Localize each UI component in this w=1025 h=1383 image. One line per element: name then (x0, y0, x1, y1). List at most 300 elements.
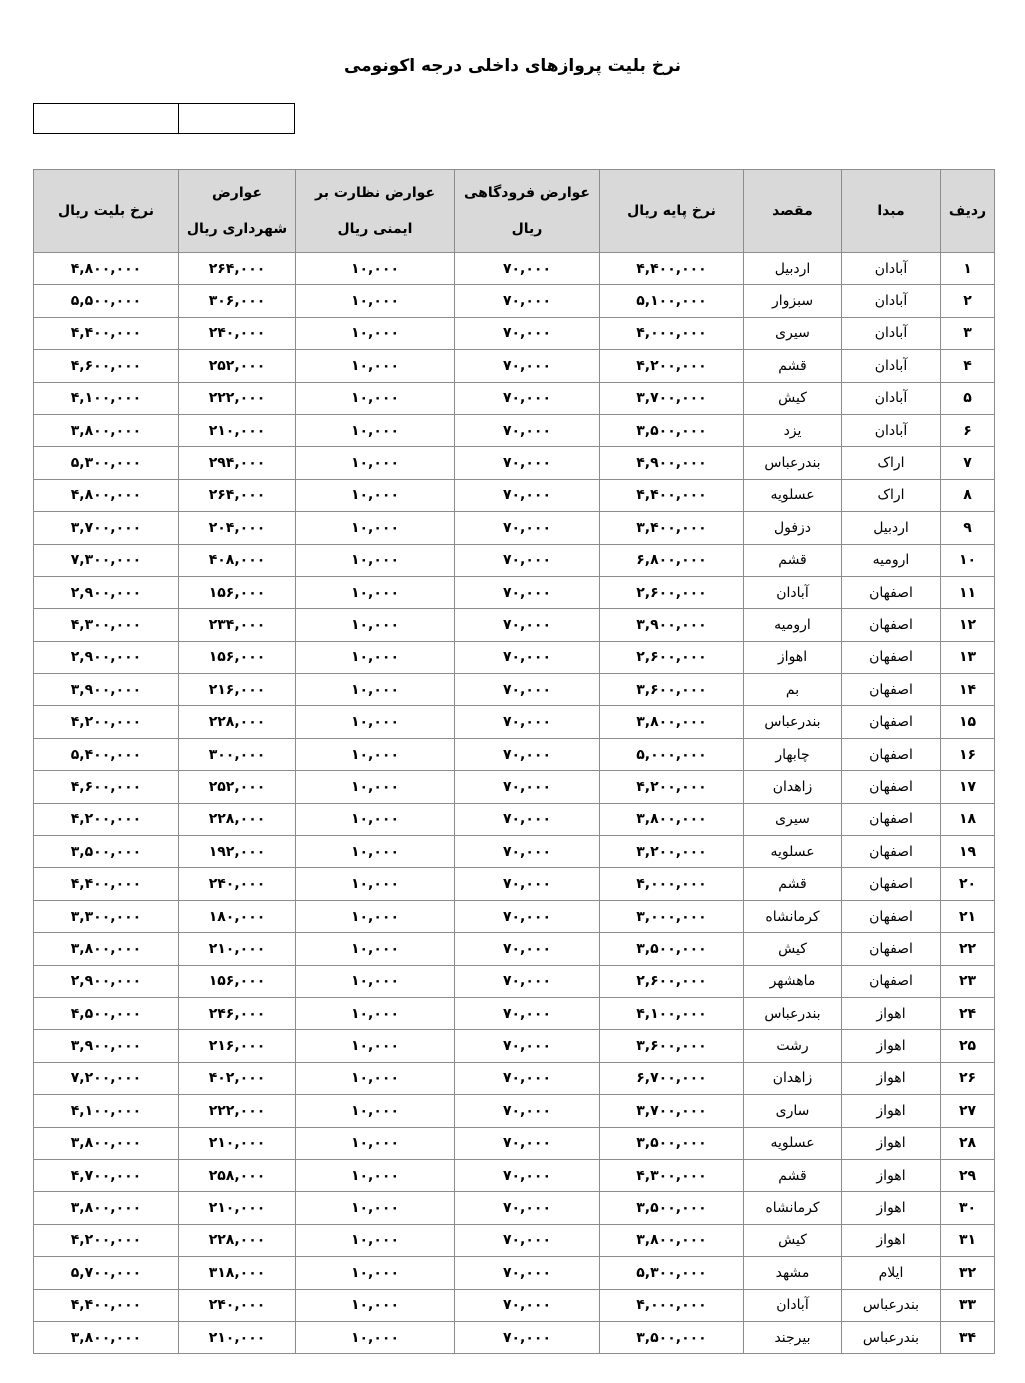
cell-base-fare: ۳,۶۰۰,۰۰۰ (600, 674, 744, 706)
cell-row-number: ۲۳ (941, 965, 995, 997)
cell-destination: کیش (744, 933, 842, 965)
cell-ticket-fare: ۷,۲۰۰,۰۰۰ (34, 1062, 179, 1094)
cell-ticket-fare: ۴,۲۰۰,۰۰۰ (34, 803, 179, 835)
table-row (34, 933, 995, 965)
cell-airport-fee: ۷۰,۰۰۰ (455, 350, 600, 382)
cell-airport-fee: ۷۰,۰۰۰ (455, 803, 600, 835)
empty-box-cell-left (34, 104, 179, 133)
cell-origin: اهواز (842, 1127, 941, 1159)
cell-row-number: ۷ (941, 447, 995, 479)
cell-destination: کرمانشاه (744, 1192, 842, 1224)
cell-safety-fee: ۱۰,۰۰۰ (296, 1289, 455, 1321)
cell-safety-fee: ۱۰,۰۰۰ (296, 933, 455, 965)
cell-origin: اصفهان (842, 674, 941, 706)
cell-ticket-fare: ۴,۳۰۰,۰۰۰ (34, 609, 179, 641)
cell-safety-fee: ۱۰,۰۰۰ (296, 317, 455, 349)
cell-base-fare: ۴,۳۰۰,۰۰۰ (600, 1159, 744, 1191)
header-base-fare: نرخ پایه ریال (600, 170, 744, 253)
cell-airport-fee: ۷۰,۰۰۰ (455, 1127, 600, 1159)
cell-row-number: ۲۷ (941, 1095, 995, 1127)
cell-airport-fee: ۷۰,۰۰۰ (455, 706, 600, 738)
cell-base-fare: ۳,۸۰۰,۰۰۰ (600, 1224, 744, 1256)
cell-row-number: ۴ (941, 350, 995, 382)
cell-base-fare: ۵,۰۰۰,۰۰۰ (600, 738, 744, 770)
cell-origin: اهواز (842, 1095, 941, 1127)
table-row (34, 997, 995, 1029)
cell-destination: اردبیل (744, 253, 842, 285)
header-ticket-fare: نرخ بلیت ریال (34, 170, 179, 253)
cell-origin: اراک (842, 479, 941, 511)
cell-origin: اصفهان (842, 576, 941, 608)
cell-ticket-fare: ۳,۸۰۰,۰۰۰ (34, 1127, 179, 1159)
header-safety-fee: عوارض نظارت بر ایمنی ریال (296, 170, 455, 253)
cell-ticket-fare: ۴,۴۰۰,۰۰۰ (34, 1289, 179, 1321)
cell-airport-fee: ۷۰,۰۰۰ (455, 544, 600, 576)
cell-safety-fee: ۱۰,۰۰۰ (296, 771, 455, 803)
cell-ticket-fare: ۷,۳۰۰,۰۰۰ (34, 544, 179, 576)
cell-airport-fee: ۷۰,۰۰۰ (455, 285, 600, 317)
cell-safety-fee: ۱۰,۰۰۰ (296, 285, 455, 317)
table-row (34, 1095, 995, 1127)
cell-ticket-fare: ۳,۳۰۰,۰۰۰ (34, 900, 179, 932)
cell-safety-fee: ۱۰,۰۰۰ (296, 1095, 455, 1127)
cell-row-number: ۲۰ (941, 868, 995, 900)
cell-row-number: ۱۳ (941, 641, 995, 673)
cell-safety-fee: ۱۰,۰۰۰ (296, 706, 455, 738)
cell-destination: قشم (744, 868, 842, 900)
cell-airport-fee: ۷۰,۰۰۰ (455, 965, 600, 997)
table-row (34, 803, 995, 835)
header-airport-fee: عوارض فرودگاهی ریال (455, 170, 600, 253)
cell-destination: یزد (744, 414, 842, 446)
cell-base-fare: ۵,۱۰۰,۰۰۰ (600, 285, 744, 317)
cell-destination: رشت (744, 1030, 842, 1062)
cell-row-number: ۲۶ (941, 1062, 995, 1094)
cell-destination: سیری (744, 317, 842, 349)
cell-municipal-fee: ۲۵۸,۰۰۰ (179, 1159, 296, 1191)
cell-base-fare: ۴,۱۰۰,۰۰۰ (600, 997, 744, 1029)
cell-destination: عسلویه (744, 836, 842, 868)
cell-municipal-fee: ۲۵۲,۰۰۰ (179, 350, 296, 382)
cell-municipal-fee: ۲۳۴,۰۰۰ (179, 609, 296, 641)
table-row (34, 706, 995, 738)
table-row (34, 1257, 995, 1289)
cell-destination: کیش (744, 382, 842, 414)
page-title: نرخ بلیت پروازهای داخلی درجه اکونومی (343, 56, 682, 76)
cell-row-number: ۳ (941, 317, 995, 349)
cell-destination: قشم (744, 544, 842, 576)
cell-destination: دزفول (744, 512, 842, 544)
cell-ticket-fare: ۵,۳۰۰,۰۰۰ (34, 447, 179, 479)
cell-municipal-fee: ۱۸۰,۰۰۰ (179, 900, 296, 932)
header-origin: مبدا (842, 170, 941, 253)
cell-origin: اصفهان (842, 836, 941, 868)
cell-airport-fee: ۷۰,۰۰۰ (455, 1257, 600, 1289)
cell-destination: ماهشهر (744, 965, 842, 997)
cell-base-fare: ۳,۰۰۰,۰۰۰ (600, 900, 744, 932)
cell-destination: کرمانشاه (744, 900, 842, 932)
cell-safety-fee: ۱۰,۰۰۰ (296, 900, 455, 932)
table-row (34, 382, 995, 414)
cell-row-number: ۲۴ (941, 997, 995, 1029)
header-row (34, 170, 995, 253)
empty-info-box (33, 103, 295, 134)
cell-base-fare: ۳,۵۰۰,۰۰۰ (600, 1192, 744, 1224)
cell-row-number: ۳۴ (941, 1321, 995, 1353)
cell-ticket-fare: ۴,۱۰۰,۰۰۰ (34, 382, 179, 414)
cell-municipal-fee: ۲۶۴,۰۰۰ (179, 479, 296, 511)
cell-safety-fee: ۱۰,۰۰۰ (296, 447, 455, 479)
cell-row-number: ۳۱ (941, 1224, 995, 1256)
cell-row-number: ۱۴ (941, 674, 995, 706)
cell-municipal-fee: ۲۱۰,۰۰۰ (179, 1192, 296, 1224)
cell-safety-fee: ۱۰,۰۰۰ (296, 1030, 455, 1062)
header-row-number: ردیف (941, 170, 995, 253)
cell-municipal-fee: ۴۰۲,۰۰۰ (179, 1062, 296, 1094)
cell-row-number: ۳۰ (941, 1192, 995, 1224)
cell-destination: ارومیه (744, 609, 842, 641)
cell-row-number: ۱۶ (941, 738, 995, 770)
cell-municipal-fee: ۲۱۰,۰۰۰ (179, 1321, 296, 1353)
cell-airport-fee: ۷۰,۰۰۰ (455, 997, 600, 1029)
cell-origin: اصفهان (842, 771, 941, 803)
cell-ticket-fare: ۳,۸۰۰,۰۰۰ (34, 933, 179, 965)
cell-origin: اصفهان (842, 738, 941, 770)
table-row (34, 253, 995, 285)
cell-base-fare: ۳,۸۰۰,۰۰۰ (600, 706, 744, 738)
cell-ticket-fare: ۴,۴۰۰,۰۰۰ (34, 868, 179, 900)
cell-base-fare: ۲,۶۰۰,۰۰۰ (600, 965, 744, 997)
cell-base-fare: ۳,۵۰۰,۰۰۰ (600, 1127, 744, 1159)
cell-ticket-fare: ۳,۸۰۰,۰۰۰ (34, 414, 179, 446)
table-row (34, 674, 995, 706)
cell-municipal-fee: ۲۹۴,۰۰۰ (179, 447, 296, 479)
cell-row-number: ۱۵ (941, 706, 995, 738)
cell-origin: آبادان (842, 414, 941, 446)
cell-safety-fee: ۱۰,۰۰۰ (296, 868, 455, 900)
cell-base-fare: ۳,۷۰۰,۰۰۰ (600, 1095, 744, 1127)
cell-origin: اصفهان (842, 803, 941, 835)
cell-municipal-fee: ۲۲۲,۰۰۰ (179, 382, 296, 414)
cell-municipal-fee: ۱۵۶,۰۰۰ (179, 965, 296, 997)
cell-ticket-fare: ۴,۱۰۰,۰۰۰ (34, 1095, 179, 1127)
cell-base-fare: ۴,۰۰۰,۰۰۰ (600, 317, 744, 349)
cell-municipal-fee: ۲۰۴,۰۰۰ (179, 512, 296, 544)
cell-row-number: ۵ (941, 382, 995, 414)
cell-ticket-fare: ۳,۹۰۰,۰۰۰ (34, 674, 179, 706)
cell-destination: سبزوار (744, 285, 842, 317)
cell-origin: اصفهان (842, 706, 941, 738)
cell-base-fare: ۳,۵۰۰,۰۰۰ (600, 933, 744, 965)
cell-destination: بندرعباس (744, 447, 842, 479)
cell-ticket-fare: ۲,۹۰۰,۰۰۰ (34, 965, 179, 997)
fare-table (33, 169, 995, 1354)
cell-safety-fee: ۱۰,۰۰۰ (296, 738, 455, 770)
table-row (34, 771, 995, 803)
cell-municipal-fee: ۴۰۸,۰۰۰ (179, 544, 296, 576)
cell-base-fare: ۳,۴۰۰,۰۰۰ (600, 512, 744, 544)
cell-origin: آبادان (842, 382, 941, 414)
cell-safety-fee: ۱۰,۰۰۰ (296, 576, 455, 608)
cell-municipal-fee: ۲۲۸,۰۰۰ (179, 803, 296, 835)
cell-airport-fee: ۷۰,۰۰۰ (455, 253, 600, 285)
cell-destination: کیش (744, 1224, 842, 1256)
table-row (34, 965, 995, 997)
cell-airport-fee: ۷۰,۰۰۰ (455, 1159, 600, 1191)
cell-base-fare: ۶,۷۰۰,۰۰۰ (600, 1062, 744, 1094)
cell-destination: زاهدان (744, 1062, 842, 1094)
cell-origin: آبادان (842, 285, 941, 317)
cell-safety-fee: ۱۰,۰۰۰ (296, 382, 455, 414)
cell-origin: اهواز (842, 1192, 941, 1224)
cell-airport-fee: ۷۰,۰۰۰ (455, 641, 600, 673)
table-row (34, 1289, 995, 1321)
cell-airport-fee: ۷۰,۰۰۰ (455, 1030, 600, 1062)
cell-safety-fee: ۱۰,۰۰۰ (296, 253, 455, 285)
cell-airport-fee: ۷۰,۰۰۰ (455, 317, 600, 349)
cell-airport-fee: ۷۰,۰۰۰ (455, 1095, 600, 1127)
cell-municipal-fee: ۲۱۰,۰۰۰ (179, 414, 296, 446)
cell-ticket-fare: ۵,۷۰۰,۰۰۰ (34, 1257, 179, 1289)
cell-row-number: ۲۲ (941, 933, 995, 965)
cell-base-fare: ۳,۲۰۰,۰۰۰ (600, 836, 744, 868)
cell-base-fare: ۴,۹۰۰,۰۰۰ (600, 447, 744, 479)
cell-ticket-fare: ۴,۲۰۰,۰۰۰ (34, 1224, 179, 1256)
cell-origin: آبادان (842, 253, 941, 285)
cell-origin: اهواز (842, 1159, 941, 1191)
table-row (34, 1127, 995, 1159)
cell-base-fare: ۳,۸۰۰,۰۰۰ (600, 803, 744, 835)
cell-base-fare: ۲,۶۰۰,۰۰۰ (600, 576, 744, 608)
cell-airport-fee: ۷۰,۰۰۰ (455, 1192, 600, 1224)
cell-airport-fee: ۷۰,۰۰۰ (455, 479, 600, 511)
cell-base-fare: ۶,۸۰۰,۰۰۰ (600, 544, 744, 576)
cell-ticket-fare: ۴,۶۰۰,۰۰۰ (34, 350, 179, 382)
cell-origin: بندرعباس (842, 1321, 941, 1353)
table-row (34, 447, 995, 479)
table-row (34, 1062, 995, 1094)
cell-safety-fee: ۱۰,۰۰۰ (296, 641, 455, 673)
cell-safety-fee: ۱۰,۰۰۰ (296, 350, 455, 382)
table-row (34, 414, 995, 446)
cell-row-number: ۹ (941, 512, 995, 544)
cell-municipal-fee: ۲۶۴,۰۰۰ (179, 253, 296, 285)
cell-municipal-fee: ۲۴۰,۰۰۰ (179, 868, 296, 900)
cell-airport-fee: ۷۰,۰۰۰ (455, 447, 600, 479)
cell-airport-fee: ۷۰,۰۰۰ (455, 512, 600, 544)
cell-row-number: ۱۲ (941, 609, 995, 641)
cell-row-number: ۳۲ (941, 1257, 995, 1289)
cell-row-number: ۲۸ (941, 1127, 995, 1159)
cell-airport-fee: ۷۰,۰۰۰ (455, 609, 600, 641)
cell-airport-fee: ۷۰,۰۰۰ (455, 414, 600, 446)
cell-destination: بم (744, 674, 842, 706)
cell-airport-fee: ۷۰,۰۰۰ (455, 900, 600, 932)
table-row (34, 868, 995, 900)
cell-destination: بندرعباس (744, 706, 842, 738)
cell-municipal-fee: ۳۰۰,۰۰۰ (179, 738, 296, 770)
cell-municipal-fee: ۲۵۲,۰۰۰ (179, 771, 296, 803)
cell-destination: آبادان (744, 1289, 842, 1321)
cell-row-number: ۲۹ (941, 1159, 995, 1191)
table-row (34, 1159, 995, 1191)
cell-safety-fee: ۱۰,۰۰۰ (296, 1159, 455, 1191)
cell-origin: اهواز (842, 1224, 941, 1256)
cell-municipal-fee: ۱۵۶,۰۰۰ (179, 641, 296, 673)
cell-municipal-fee: ۲۴۰,۰۰۰ (179, 317, 296, 349)
cell-origin: اصفهان (842, 900, 941, 932)
cell-municipal-fee: ۱۵۶,۰۰۰ (179, 576, 296, 608)
cell-airport-fee: ۷۰,۰۰۰ (455, 576, 600, 608)
cell-row-number: ۳۳ (941, 1289, 995, 1321)
table-row (34, 1224, 995, 1256)
cell-municipal-fee: ۱۹۲,۰۰۰ (179, 836, 296, 868)
cell-row-number: ۱۱ (941, 576, 995, 608)
cell-ticket-fare: ۴,۸۰۰,۰۰۰ (34, 479, 179, 511)
cell-ticket-fare: ۴,۶۰۰,۰۰۰ (34, 771, 179, 803)
cell-base-fare: ۳,۵۰۰,۰۰۰ (600, 1321, 744, 1353)
table-row (34, 479, 995, 511)
cell-municipal-fee: ۲۲۸,۰۰۰ (179, 1224, 296, 1256)
cell-row-number: ۸ (941, 479, 995, 511)
cell-base-fare: ۳,۹۰۰,۰۰۰ (600, 609, 744, 641)
cell-origin: ایلام (842, 1257, 941, 1289)
cell-base-fare: ۳,۷۰۰,۰۰۰ (600, 382, 744, 414)
cell-origin: اهواز (842, 1030, 941, 1062)
table-row (34, 1030, 995, 1062)
cell-origin: اصفهان (842, 609, 941, 641)
table-row (34, 1321, 995, 1353)
table-row (34, 641, 995, 673)
table-row (34, 900, 995, 932)
cell-ticket-fare: ۳,۸۰۰,۰۰۰ (34, 1321, 179, 1353)
cell-airport-fee: ۷۰,۰۰۰ (455, 1321, 600, 1353)
cell-origin: اراک (842, 447, 941, 479)
cell-row-number: ۱۹ (941, 836, 995, 868)
cell-municipal-fee: ۲۲۸,۰۰۰ (179, 706, 296, 738)
cell-safety-fee: ۱۰,۰۰۰ (296, 512, 455, 544)
cell-base-fare: ۴,۲۰۰,۰۰۰ (600, 771, 744, 803)
cell-row-number: ۲۵ (941, 1030, 995, 1062)
cell-municipal-fee: ۳۱۸,۰۰۰ (179, 1257, 296, 1289)
cell-base-fare: ۴,۴۰۰,۰۰۰ (600, 479, 744, 511)
cell-airport-fee: ۷۰,۰۰۰ (455, 1224, 600, 1256)
table-row (34, 738, 995, 770)
cell-origin: اهواز (842, 1062, 941, 1094)
cell-ticket-fare: ۲,۹۰۰,۰۰۰ (34, 641, 179, 673)
table-row (34, 544, 995, 576)
cell-row-number: ۲ (941, 285, 995, 317)
cell-destination: عسلویه (744, 1127, 842, 1159)
cell-destination: زاهدان (744, 771, 842, 803)
cell-municipal-fee: ۲۴۰,۰۰۰ (179, 1289, 296, 1321)
cell-ticket-fare: ۵,۵۰۰,۰۰۰ (34, 285, 179, 317)
cell-row-number: ۱۷ (941, 771, 995, 803)
cell-municipal-fee: ۳۰۶,۰۰۰ (179, 285, 296, 317)
table-row (34, 576, 995, 608)
cell-origin: بندرعباس (842, 1289, 941, 1321)
cell-origin: آبادان (842, 317, 941, 349)
table-row (34, 350, 995, 382)
cell-destination: عسلویه (744, 479, 842, 511)
cell-ticket-fare: ۲,۹۰۰,۰۰۰ (34, 576, 179, 608)
cell-airport-fee: ۷۰,۰۰۰ (455, 933, 600, 965)
cell-base-fare: ۴,۰۰۰,۰۰۰ (600, 868, 744, 900)
cell-destination: چابهار (744, 738, 842, 770)
cell-destination: مشهد (744, 1257, 842, 1289)
cell-destination: ساری (744, 1095, 842, 1127)
table-row (34, 1192, 995, 1224)
cell-safety-fee: ۱۰,۰۰۰ (296, 1127, 455, 1159)
table-row (34, 609, 995, 641)
table-row (34, 836, 995, 868)
header-municipal-fee: عوارض شهرداری ریال (179, 170, 296, 253)
cell-safety-fee: ۱۰,۰۰۰ (296, 479, 455, 511)
cell-municipal-fee: ۲۱۶,۰۰۰ (179, 1030, 296, 1062)
cell-safety-fee: ۱۰,۰۰۰ (296, 965, 455, 997)
cell-ticket-fare: ۴,۷۰۰,۰۰۰ (34, 1159, 179, 1191)
cell-destination: سیری (744, 803, 842, 835)
cell-row-number: ۱۸ (941, 803, 995, 835)
cell-origin: اصفهان (842, 965, 941, 997)
cell-airport-fee: ۷۰,۰۰۰ (455, 674, 600, 706)
cell-ticket-fare: ۳,۸۰۰,۰۰۰ (34, 1192, 179, 1224)
table-row (34, 512, 995, 544)
cell-safety-fee: ۱۰,۰۰۰ (296, 1321, 455, 1353)
cell-ticket-fare: ۴,۵۰۰,۰۰۰ (34, 997, 179, 1029)
cell-row-number: ۶ (941, 414, 995, 446)
cell-airport-fee: ۷۰,۰۰۰ (455, 771, 600, 803)
cell-ticket-fare: ۴,۸۰۰,۰۰۰ (34, 253, 179, 285)
cell-airport-fee: ۷۰,۰۰۰ (455, 836, 600, 868)
header-destination: مقصد (744, 170, 842, 253)
cell-safety-fee: ۱۰,۰۰۰ (296, 997, 455, 1029)
cell-base-fare: ۳,۶۰۰,۰۰۰ (600, 1030, 744, 1062)
cell-ticket-fare: ۳,۹۰۰,۰۰۰ (34, 1030, 179, 1062)
cell-origin: اردبیل (842, 512, 941, 544)
cell-airport-fee: ۷۰,۰۰۰ (455, 1289, 600, 1321)
cell-safety-fee: ۱۰,۰۰۰ (296, 803, 455, 835)
cell-municipal-fee: ۲۲۲,۰۰۰ (179, 1095, 296, 1127)
cell-safety-fee: ۱۰,۰۰۰ (296, 544, 455, 576)
cell-ticket-fare: ۴,۴۰۰,۰۰۰ (34, 317, 179, 349)
cell-destination: اهواز (744, 641, 842, 673)
cell-base-fare: ۴,۰۰۰,۰۰۰ (600, 1289, 744, 1321)
cell-safety-fee: ۱۰,۰۰۰ (296, 609, 455, 641)
cell-base-fare: ۲,۶۰۰,۰۰۰ (600, 641, 744, 673)
cell-ticket-fare: ۳,۵۰۰,۰۰۰ (34, 836, 179, 868)
cell-origin: اصفهان (842, 933, 941, 965)
cell-safety-fee: ۱۰,۰۰۰ (296, 414, 455, 446)
cell-safety-fee: ۱۰,۰۰۰ (296, 1257, 455, 1289)
cell-ticket-fare: ۵,۴۰۰,۰۰۰ (34, 738, 179, 770)
cell-safety-fee: ۱۰,۰۰۰ (296, 1192, 455, 1224)
empty-box-cell-right (179, 104, 294, 133)
cell-safety-fee: ۱۰,۰۰۰ (296, 1062, 455, 1094)
cell-airport-fee: ۷۰,۰۰۰ (455, 1062, 600, 1094)
cell-safety-fee: ۱۰,۰۰۰ (296, 674, 455, 706)
cell-municipal-fee: ۲۱۰,۰۰۰ (179, 933, 296, 965)
cell-origin: ارومیه (842, 544, 941, 576)
table-row (34, 285, 995, 317)
cell-origin: اصفهان (842, 641, 941, 673)
cell-base-fare: ۳,۵۰۰,۰۰۰ (600, 414, 744, 446)
cell-base-fare: ۴,۲۰۰,۰۰۰ (600, 350, 744, 382)
cell-origin: اهواز (842, 997, 941, 1029)
cell-destination: بیرجند (744, 1321, 842, 1353)
cell-base-fare: ۴,۴۰۰,۰۰۰ (600, 253, 744, 285)
cell-municipal-fee: ۲۱۰,۰۰۰ (179, 1127, 296, 1159)
